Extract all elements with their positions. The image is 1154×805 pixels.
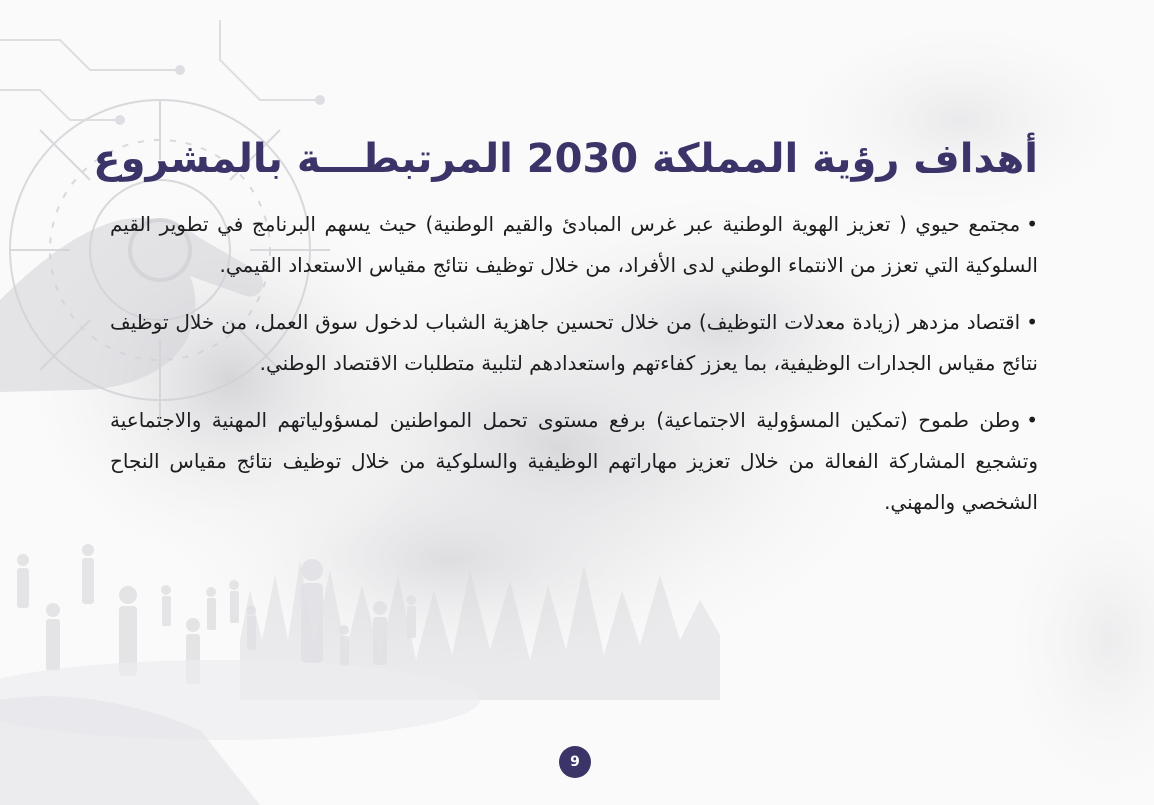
bullet-item-ambitious-nation [110,400,1038,523]
bullet-text: وطن طموح (تمكين المسؤولية الاجتماعية) برفع مستوى تحمل المواطنين لمسؤولياتهم المهنية والاجتماعية وتشجيع المشاركة الفعالة من خلال تعزيز مهاراتهم الوظيفية والسلوكية من خلال توظيف نتائج مقياس النجاح الشخصي والمهني. [110,408,1038,514]
bullet-mark: • [1026,408,1038,432]
bullet-text: اقتصاد مزدهر (زيادة معدلات التوظيف) من خلال تحسين جاهزية الشباب لدخول سوق العمل، من خلال توظيف نتائج مقياس الجدارات الوظيفية، بما يعزز كفاءتهم واستعدادهم لتلبية متطلبات الاقتصاد الوطني. [110,310,1038,375]
content-area [93,128,1038,539]
bullet-mark: • [1026,310,1038,334]
bullet-item-thriving-economy [110,302,1038,384]
bullet-text: مجتمع حيوي ( تعزيز الهوية الوطنية عبر غرس المبادئ والقيم الوطنية) حيث يسهم البرنامج في تطوير القيم السلوكية التي تعزز من الانتماء الوطني لدى الأفراد، من خلال توظيف نتائج مقياس الاستعداد القيمي. [110,212,1038,277]
circuit-lines [0,20,324,124]
page-number-badge: 9 [559,746,591,778]
bullet-item-vibrant-society [110,204,1038,286]
bullet-mark: • [1026,212,1038,236]
page-title: أهداف رؤية المملكة 2030 المرتبطـــة بالمشروع [93,136,1038,182]
